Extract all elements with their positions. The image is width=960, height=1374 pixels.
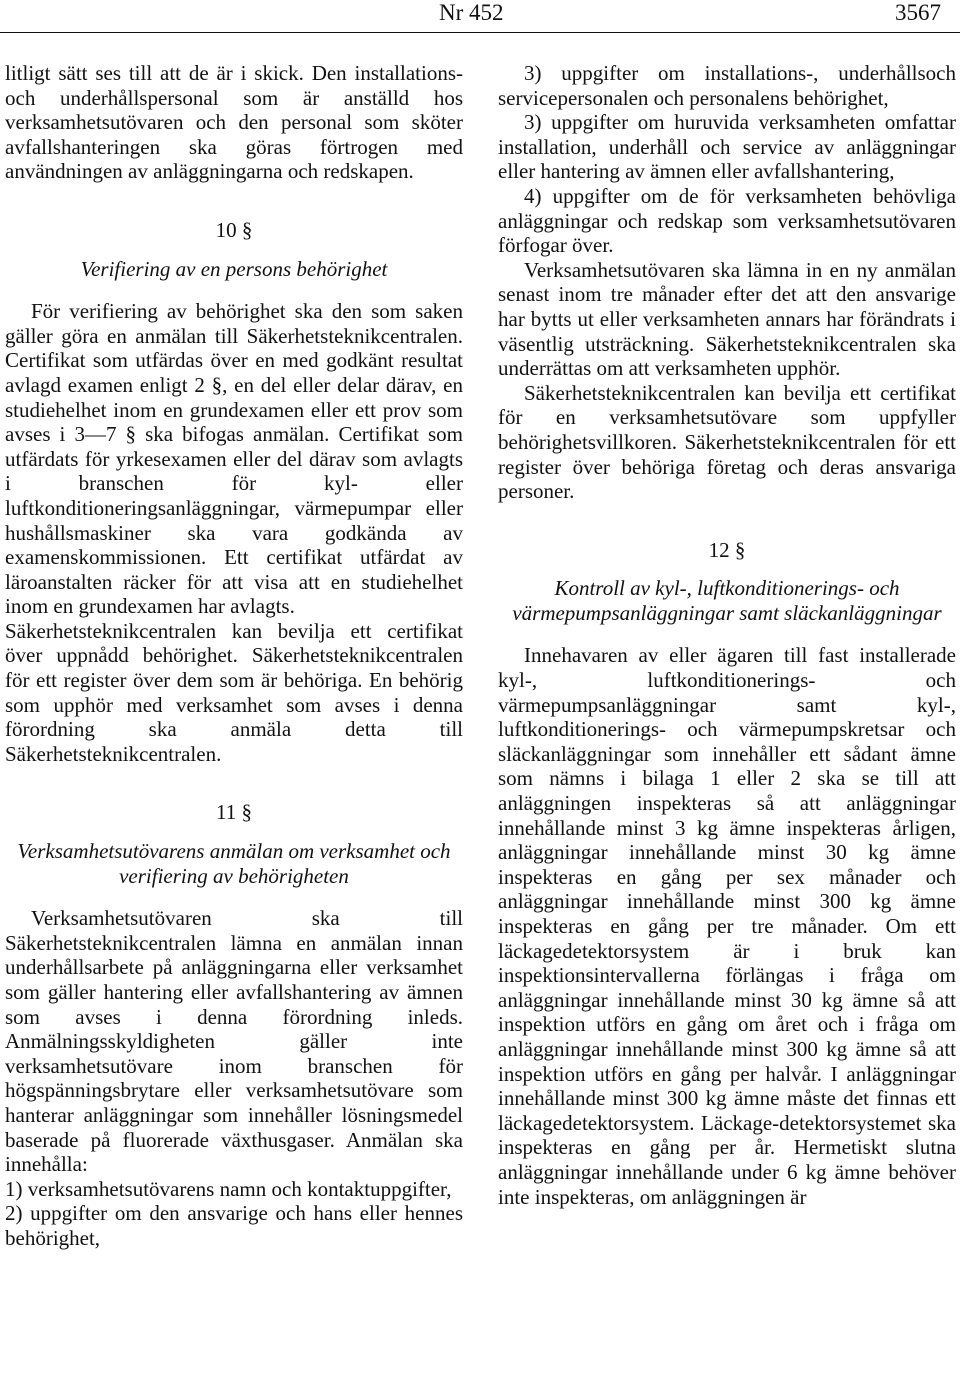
section-10-paragraph-2: Säkerhetsteknikcentralen kan bevilja ett certifikat över uppnådd behörighet. Säkerhetsteknikcentralen för ett register över dem som är behöriga. En behörig som upphör med verksamhet som avses i denna förordning ska anmäla detta till Säkerhetsteknikcentralen. bbox=[5, 618, 463, 766]
section-10-paragraph-1: För verifiering av behörighet ska den som saken gäller göra en anmälan till Säkerhetsteknikcentralen. Certifikat som utfärdas över en med godkänt resultat avlagd examen enligt 2 §, en del eller delar därav, en studiehelhet inom en grundexamen eller ett prov som avses i 3—7 § ska bifogas anmälan. Certifikat som utfärdats för yrkesexamen eller del därav som avlagts i branschen för kyl- eller luftkonditioneringsanläggningar, värmepumpar eller hushållsmaskiner ska vara godkända av examenskommissionen. Ett certifikat utfärdat av läroanstalten räcker för att visa att en studiehelhet inom en grundexamen har avlagts. bbox=[5, 299, 463, 619]
section-11-paragraph-1: Verksamhetsutövaren ska till Säkerhetsteknikcentralen lämna en anmälan innan underhållsarbete på anläggningarna eller verksamhet som gäller hantering eller avfallshantering av ämnen som avses i denna förordning inleds. Anmälningsskyldigheten gäller inte verksamhetsutövare inom branschen för högspänningsbrytare eller verksamhetsutövare som hanterar anläggningar som innehåller lösningsmedel baserade på fluorerade växthusgaser. Anmälan ska innehålla: bbox=[5, 906, 463, 1177]
section-11-title: Verksamhetsutövarens anmälan om verksamhet och verifiering av behörigheten bbox=[17, 839, 451, 888]
new-notice-paragraph: Verksamhetsutövaren ska lämna in en ny anmälan senast inom tre månader efter det att den ansvarige har bytts ut eller verksamheten annars har förändrats i väsentlig utsträckning. Säkerhetsteknikcentralen ska underrättas om att verksamheten upphör. bbox=[498, 257, 956, 381]
certificate-paragraph: Säkerhetsteknikcentralen kan bevilja ett certifikat för en verksamhetsutövare som uppfyller behörighetsvillkoren. Säkerhetsteknikcentralen för ett register över behöriga företag och deras ansvariga personer. bbox=[498, 380, 956, 504]
section-11-list-item-1: 1) verksamhetsutövarens namn och kontaktuppgifter, bbox=[5, 1176, 452, 1201]
list-item-4: 4) uppgifter om de för verksamheten behövliga anläggningar och redskap som verksamhetsutövaren förfogar över. bbox=[498, 183, 956, 258]
section-10-number: 10 § bbox=[215, 217, 253, 242]
page-header bbox=[0, 0, 960, 32]
header-rule bbox=[0, 32, 960, 33]
section-10-title: Verifiering av en persons behörighet bbox=[80, 256, 388, 281]
issue-number: Nr 452 bbox=[439, 0, 504, 25]
intro-paragraph: litligt sätt ses till att de är i skick. Den installations- och underhållspersonal som är anställd hos verksamhetsutövaren och den personal som sköter avfallshanteringen ska göras förtrogen med användningen av anläggningarna och redskapen. bbox=[5, 61, 463, 184]
section-12-paragraph-1: Innehavaren av eller ägaren till fast installerade kyl-, luftkonditionerings- och värmepumpsanläggningar samt kyl-, luftkonditionerings- och värmepumpskretsar och släckanläggningar som innehåller ett sådant ämne som nämns i bilaga 1 eller 2 ska se till att anläggningen inspekteras så att anläggningar innehållande minst 3 kg ämne inspekteras årligen, anläggningar innehållande minst 30 kg ämne inspekteras en gång per sex månader och anläggningar innehållande minst 300 kg ämne inspekteras en gång per tre månader. Om ett läckagedetektorsystem är i bruk kan inspektionsintervallerna förlängas i fråga om anläggningar innehållande minst 30 kg ämne så att inspektion utförs en gång om året och i fråga om anläggningar innehållande minst 300 kg ämne så att inspektion utförs en gång per halvår. I anläggningar innehållande minst 300 kg ämne måste det finnas ett läckagedetektorsystem. Läckage-detektorsystemet ska inspekteras en gång per år. Hermetiskt slutna anläggningar innehållande under 6 kg ämne behöver inte inspekteras, om anläggningen är bbox=[498, 643, 956, 1209]
list-item-3a: 3) uppgifter om installations-, underhållsoch servicepersonalen och personalens behörighet, bbox=[498, 61, 956, 110]
section-12-number: 12 § bbox=[708, 537, 746, 562]
page-number: 3567 bbox=[895, 0, 941, 25]
section-12-title: Kontroll av kyl-, luftkonditionerings- och värmepumpsanläggningar samt släckanläggningar bbox=[512, 576, 942, 625]
right-column bbox=[498, 61, 956, 1209]
left-column bbox=[5, 61, 463, 1251]
section-11-number: 11 § bbox=[216, 800, 252, 825]
list-item-3b: 3) uppgifter om huruvida verksamheten omfattar installation, underhåll och service av anläggningar eller hantering av ämnen eller avfallshantering, bbox=[498, 110, 956, 184]
section-11-list-item-2: 2) uppgifter om den ansvarige och hans eller hennes behörighet, bbox=[5, 1201, 463, 1250]
